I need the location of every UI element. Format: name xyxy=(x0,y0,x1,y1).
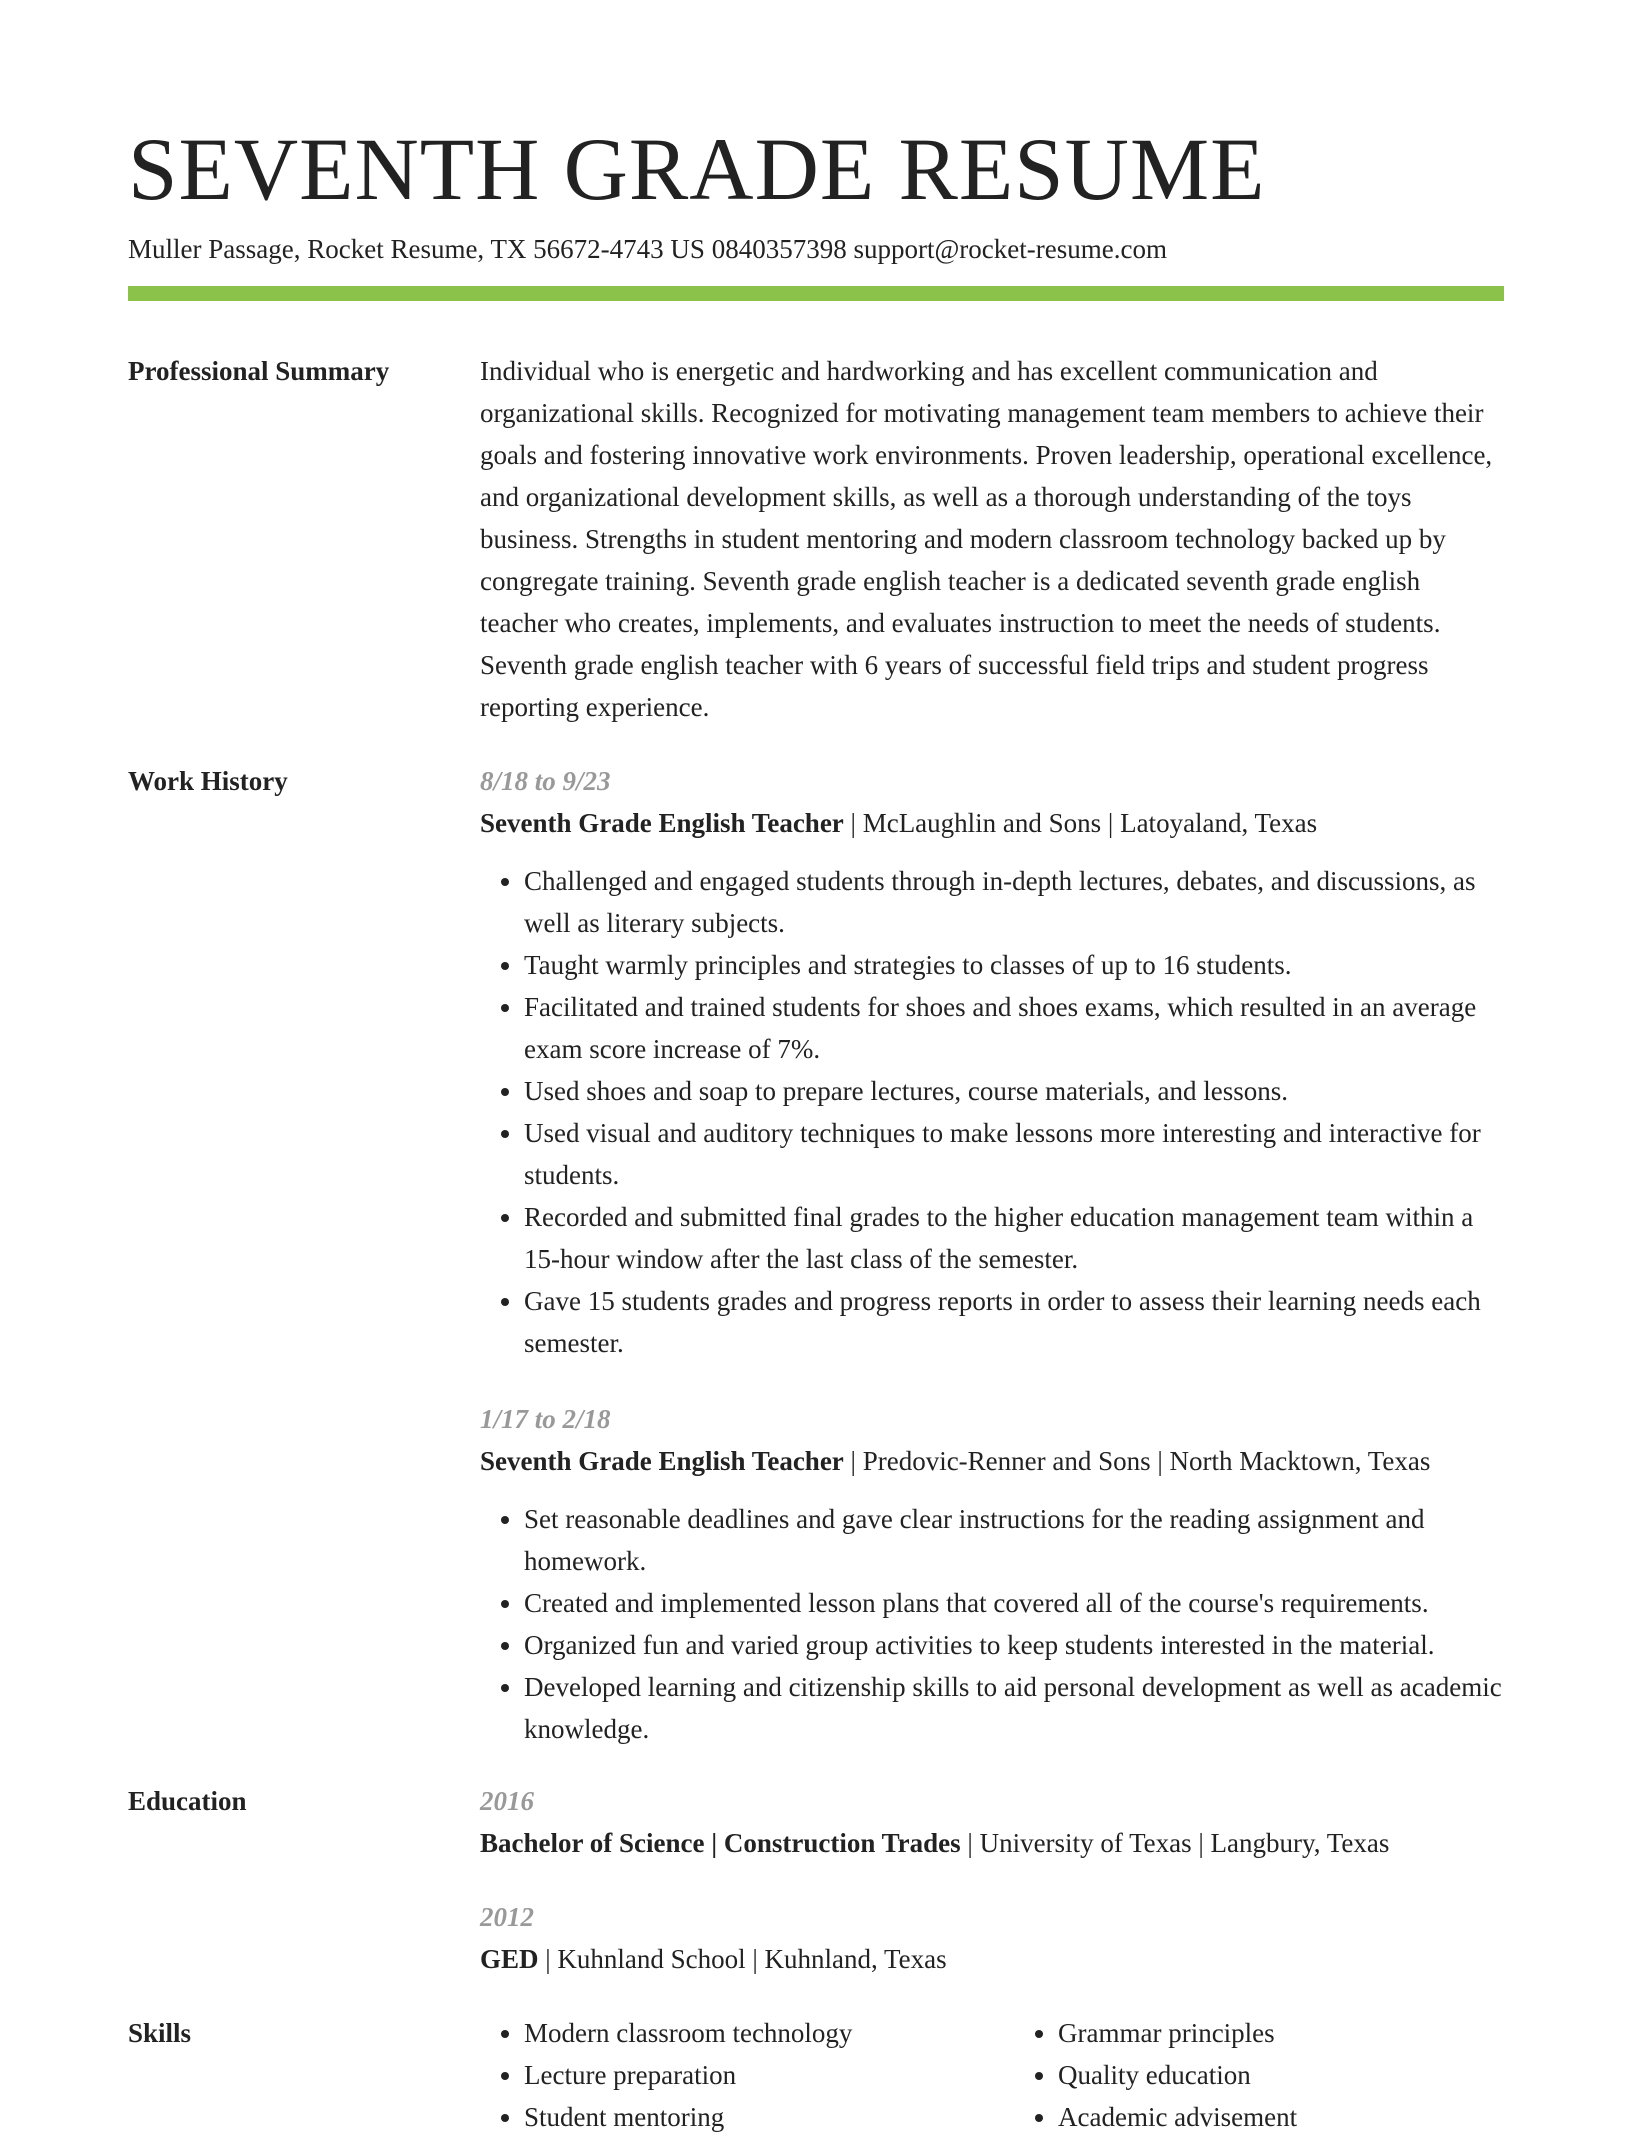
skills-label: Skills xyxy=(128,2018,192,2048)
list-item: • Lecture preparation xyxy=(524,2054,970,2096)
summary-body xyxy=(480,350,1504,728)
school-details: | Kuhnland School | Kuhnland, Texas xyxy=(538,1944,947,1974)
header-divider xyxy=(128,286,1504,301)
job-details: | McLaughlin and Sons | Latoyaland, Texas xyxy=(843,808,1318,838)
job-bullets xyxy=(480,860,1504,1364)
education-line xyxy=(480,1938,1504,1980)
school-details: | University of Texas | Langbury, Texas xyxy=(960,1828,1390,1858)
list-item: • Academic advisement xyxy=(1058,2096,1504,2138)
contact-info: Muller Passage, Rocket Resume, TX 56672-4743 US 0840357398 support@rocket-resume.com xyxy=(128,234,1167,264)
resume-title: SEVENTH GRADE RESUME xyxy=(128,121,1266,219)
degree-title: GED xyxy=(480,1944,539,1974)
summary-label: Professional Summary xyxy=(128,356,390,386)
list-item: • Quality education xyxy=(1058,2054,1504,2096)
list-item: • Facilitated and trained students for shoes and shoes exams, which resulted in an average exam score increase of 7%. xyxy=(524,986,1504,1070)
work-history-label: Work History xyxy=(128,766,288,796)
list-item: • Created and implemented lesson plans that covered all of the course's requirements. xyxy=(524,1582,1504,1624)
list-item: • Student mentoring xyxy=(524,2096,970,2138)
education-body xyxy=(480,1780,1504,1980)
list-item: • Taught warmly principles and strategies to classes of up to 16 students. xyxy=(524,944,1504,986)
education-line xyxy=(480,1822,1504,1864)
list-item: • Grammar principles xyxy=(1058,2012,1504,2054)
skills-columns xyxy=(480,2012,1504,2138)
education-entry xyxy=(480,1780,1504,1864)
list-item: • Gave 15 students grades and progress reports in order to assess their learning needs each semester. xyxy=(524,1280,1504,1364)
work-history-body xyxy=(480,760,1504,1750)
list-item: • Used shoes and soap to prepare lectures, course materials, and lessons. xyxy=(524,1070,1504,1112)
education-date: 2016 xyxy=(480,1786,534,1816)
skills-list-left xyxy=(480,2012,970,2138)
job-entry xyxy=(480,1398,1504,1750)
skills-body xyxy=(480,2012,1504,2138)
list-item: • Organized fun and varied group activities to keep students interested in the material. xyxy=(524,1624,1504,1666)
education-date: 2012 xyxy=(480,1902,534,1932)
skills-list-right xyxy=(1014,2012,1504,2138)
job-bullets xyxy=(480,1498,1504,1750)
education-entry xyxy=(480,1896,1504,1980)
job-date: 8/18 to 9/23 xyxy=(480,766,611,796)
job-role-line xyxy=(480,802,1504,844)
job-title: Seventh Grade English Teacher xyxy=(480,808,844,838)
list-item: • Modern classroom technology xyxy=(524,2012,970,2054)
list-item: • Used visual and auditory techniques to make lessons more interesting and interactive for students. xyxy=(524,1112,1504,1196)
job-date: 1/17 to 2/18 xyxy=(480,1404,611,1434)
list-item: • Set reasonable deadlines and gave clear instructions for the reading assignment and homework. xyxy=(524,1498,1504,1582)
job-role-line xyxy=(480,1440,1504,1482)
job-title: Seventh Grade English Teacher xyxy=(480,1446,844,1476)
list-item: • Recorded and submitted final grades to the higher education management team within a 15-hour window after the last class of the semester. xyxy=(524,1196,1504,1280)
resume-page xyxy=(128,0,1504,2132)
job-entry xyxy=(480,760,1504,1364)
summary-text: Individual who is energetic and hardworking and has excellent communication and organizational skills. Recognized for motivating management team members to achieve their goals and fostering innovative work environments. Proven leadership, operational excellence, and organizational development skills, as well as a thorough understanding of the toys business. Strengths in student mentoring and modern classroom technology backed up by congregate training. Seventh grade english teacher is a dedicated seventh grade english teacher who creates, implements, and evaluates instruction to meet the needs of students. Seventh grade english teacher with 6 years of successful field trips and student progress reporting experience. xyxy=(480,356,1493,722)
degree-title: Bachelor of Science | Construction Trades xyxy=(480,1828,961,1858)
list-item: • Challenged and engaged students through in-depth lectures, debates, and discussions, as well as literary subjects. xyxy=(524,860,1504,944)
list-item: • Developed learning and citizenship skills to aid personal development as well as academic knowledge. xyxy=(524,1666,1504,1750)
job-details: | Predovic-Renner and Sons | North Macktown, Texas xyxy=(843,1446,1431,1476)
education-label: Education xyxy=(128,1786,247,1816)
